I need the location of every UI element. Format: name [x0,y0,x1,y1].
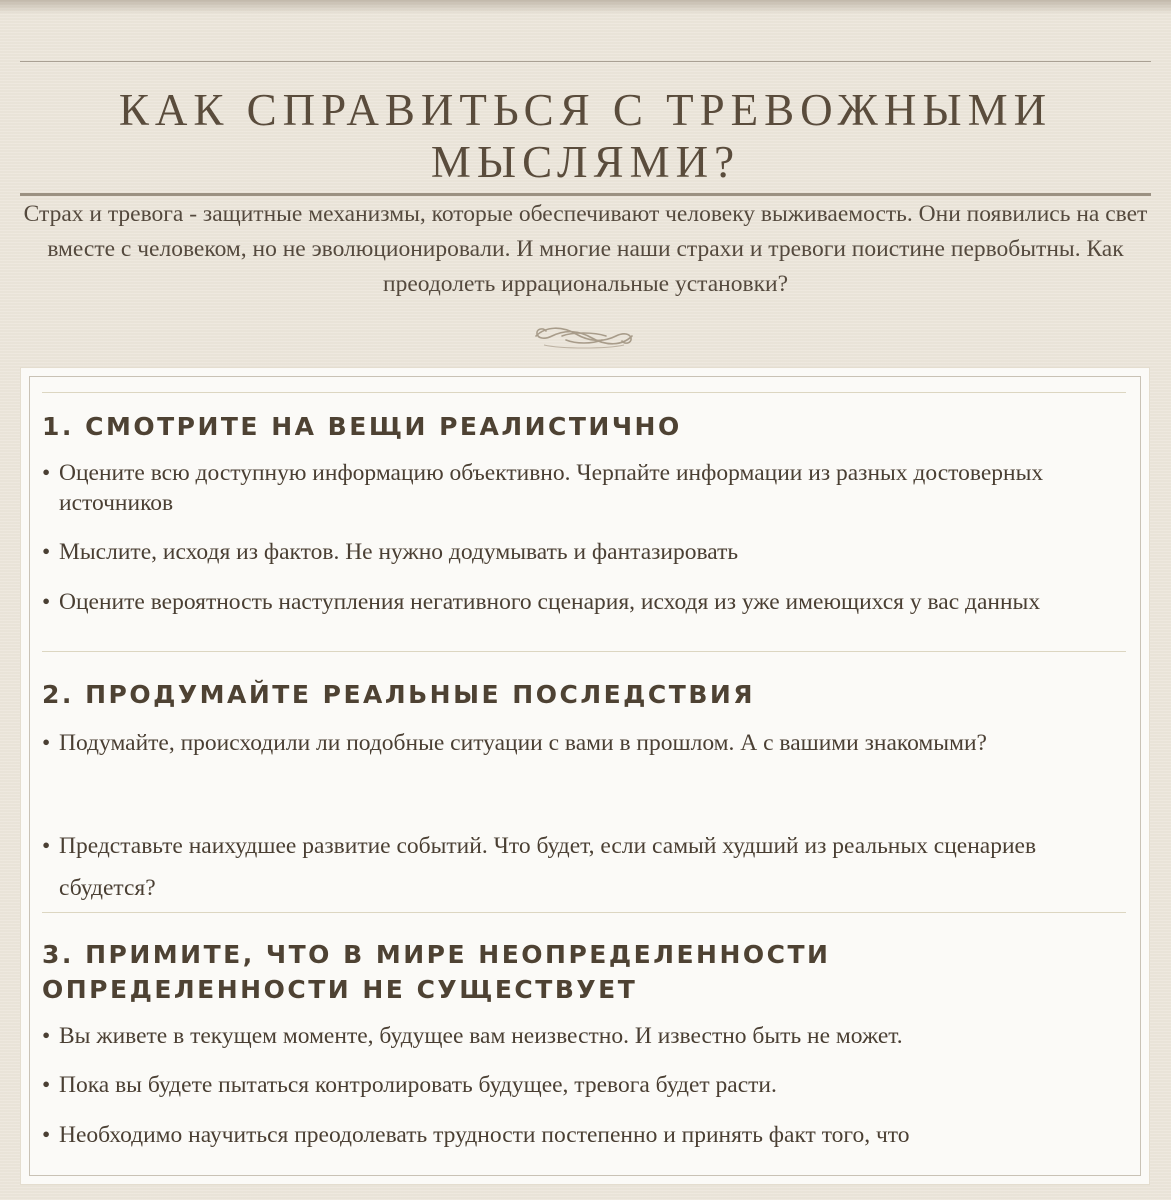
top-edge-shadow [0,0,1171,14]
bullet-dot: • [42,460,51,486]
list-item [42,1021,1122,1051]
list-item-text: Оцените вероятность наступления негативного сценария, исходя из уже имеющихся у вас данных [59,589,1041,615]
list-item-text: Подумайте, происходили ли подобные ситуации с вами в прошлом. А с вашими знакомыми? [59,730,987,756]
bullet-dot: • [42,1023,51,1049]
list-item-text: Пока вы будете пытаться контролировать будущее, тревога будет расти. [59,1072,777,1098]
section-title-1: 1. СМОТРИТЕ НА ВЕЩИ РЕАЛИСТИЧНО [42,412,682,441]
bullet-dot: • [42,730,51,756]
ornamental-flourish-icon [532,318,636,354]
bullet-dot: • [42,589,51,615]
section-title-3: 3. ПРИМИТЕ, ЧТО В МИРЕ НЕОПРЕДЕЛЕННОСТИ ОПРЕДЕЛЕННОСТИ НЕ СУЩЕСТВУЕТ [42,940,831,1004]
title-underline [20,193,1151,196]
section-divider [42,392,1126,393]
section-divider [42,651,1126,652]
section-divider [42,912,1126,913]
page-title: КАК СПРАВИТЬСЯ С ТРЕВОЖНЫМИ МЫСЛЯМИ? [118,85,1053,187]
bullet-dot: • [42,1122,51,1148]
list-item-text: Необходимо научиться преодолевать трудности постепенно и принять факт того, что [59,1122,910,1148]
bullet-dot: • [42,539,51,565]
list-item [42,1120,1122,1150]
top-rule [20,61,1151,62]
list-item [42,537,1122,567]
list-item-text: Оцените всю доступную информацию объективно. Черпайте информации из разных достоверных источников [59,460,1044,516]
list-item [42,587,1122,617]
list-item-text: Вы живете в текущем моменте, будущее вам неизвестно. И известно быть не может. [59,1023,903,1049]
list-item [42,825,1122,909]
list-item [42,722,1122,764]
bullet-dot: • [42,833,51,859]
page-intro: Страх и тревога - защитные механизмы, которые обеспечивают человеку выживаемость. Они появились на свет вместе с человеком, но не эволюционировали. И многие наши страхи и тревоги поистине первобытны. Как преодолеть иррациональные установки? [23,201,1148,297]
bullet-dot: • [42,1072,51,1098]
section-title-2: 2. ПРОДУМАЙТЕ РЕАЛЬНЫЕ ПОСЛЕДСТВИЯ [42,680,756,709]
list-item [42,458,1122,518]
list-item-text: Мыслите, исходя из фактов. Не нужно додумывать и фантазировать [59,539,739,565]
list-item-text: Представьте наихудшее развитие событий. Что будет, если самый худший из реальных сценариев сбудется? [59,833,1037,901]
list-item [42,1070,1122,1100]
